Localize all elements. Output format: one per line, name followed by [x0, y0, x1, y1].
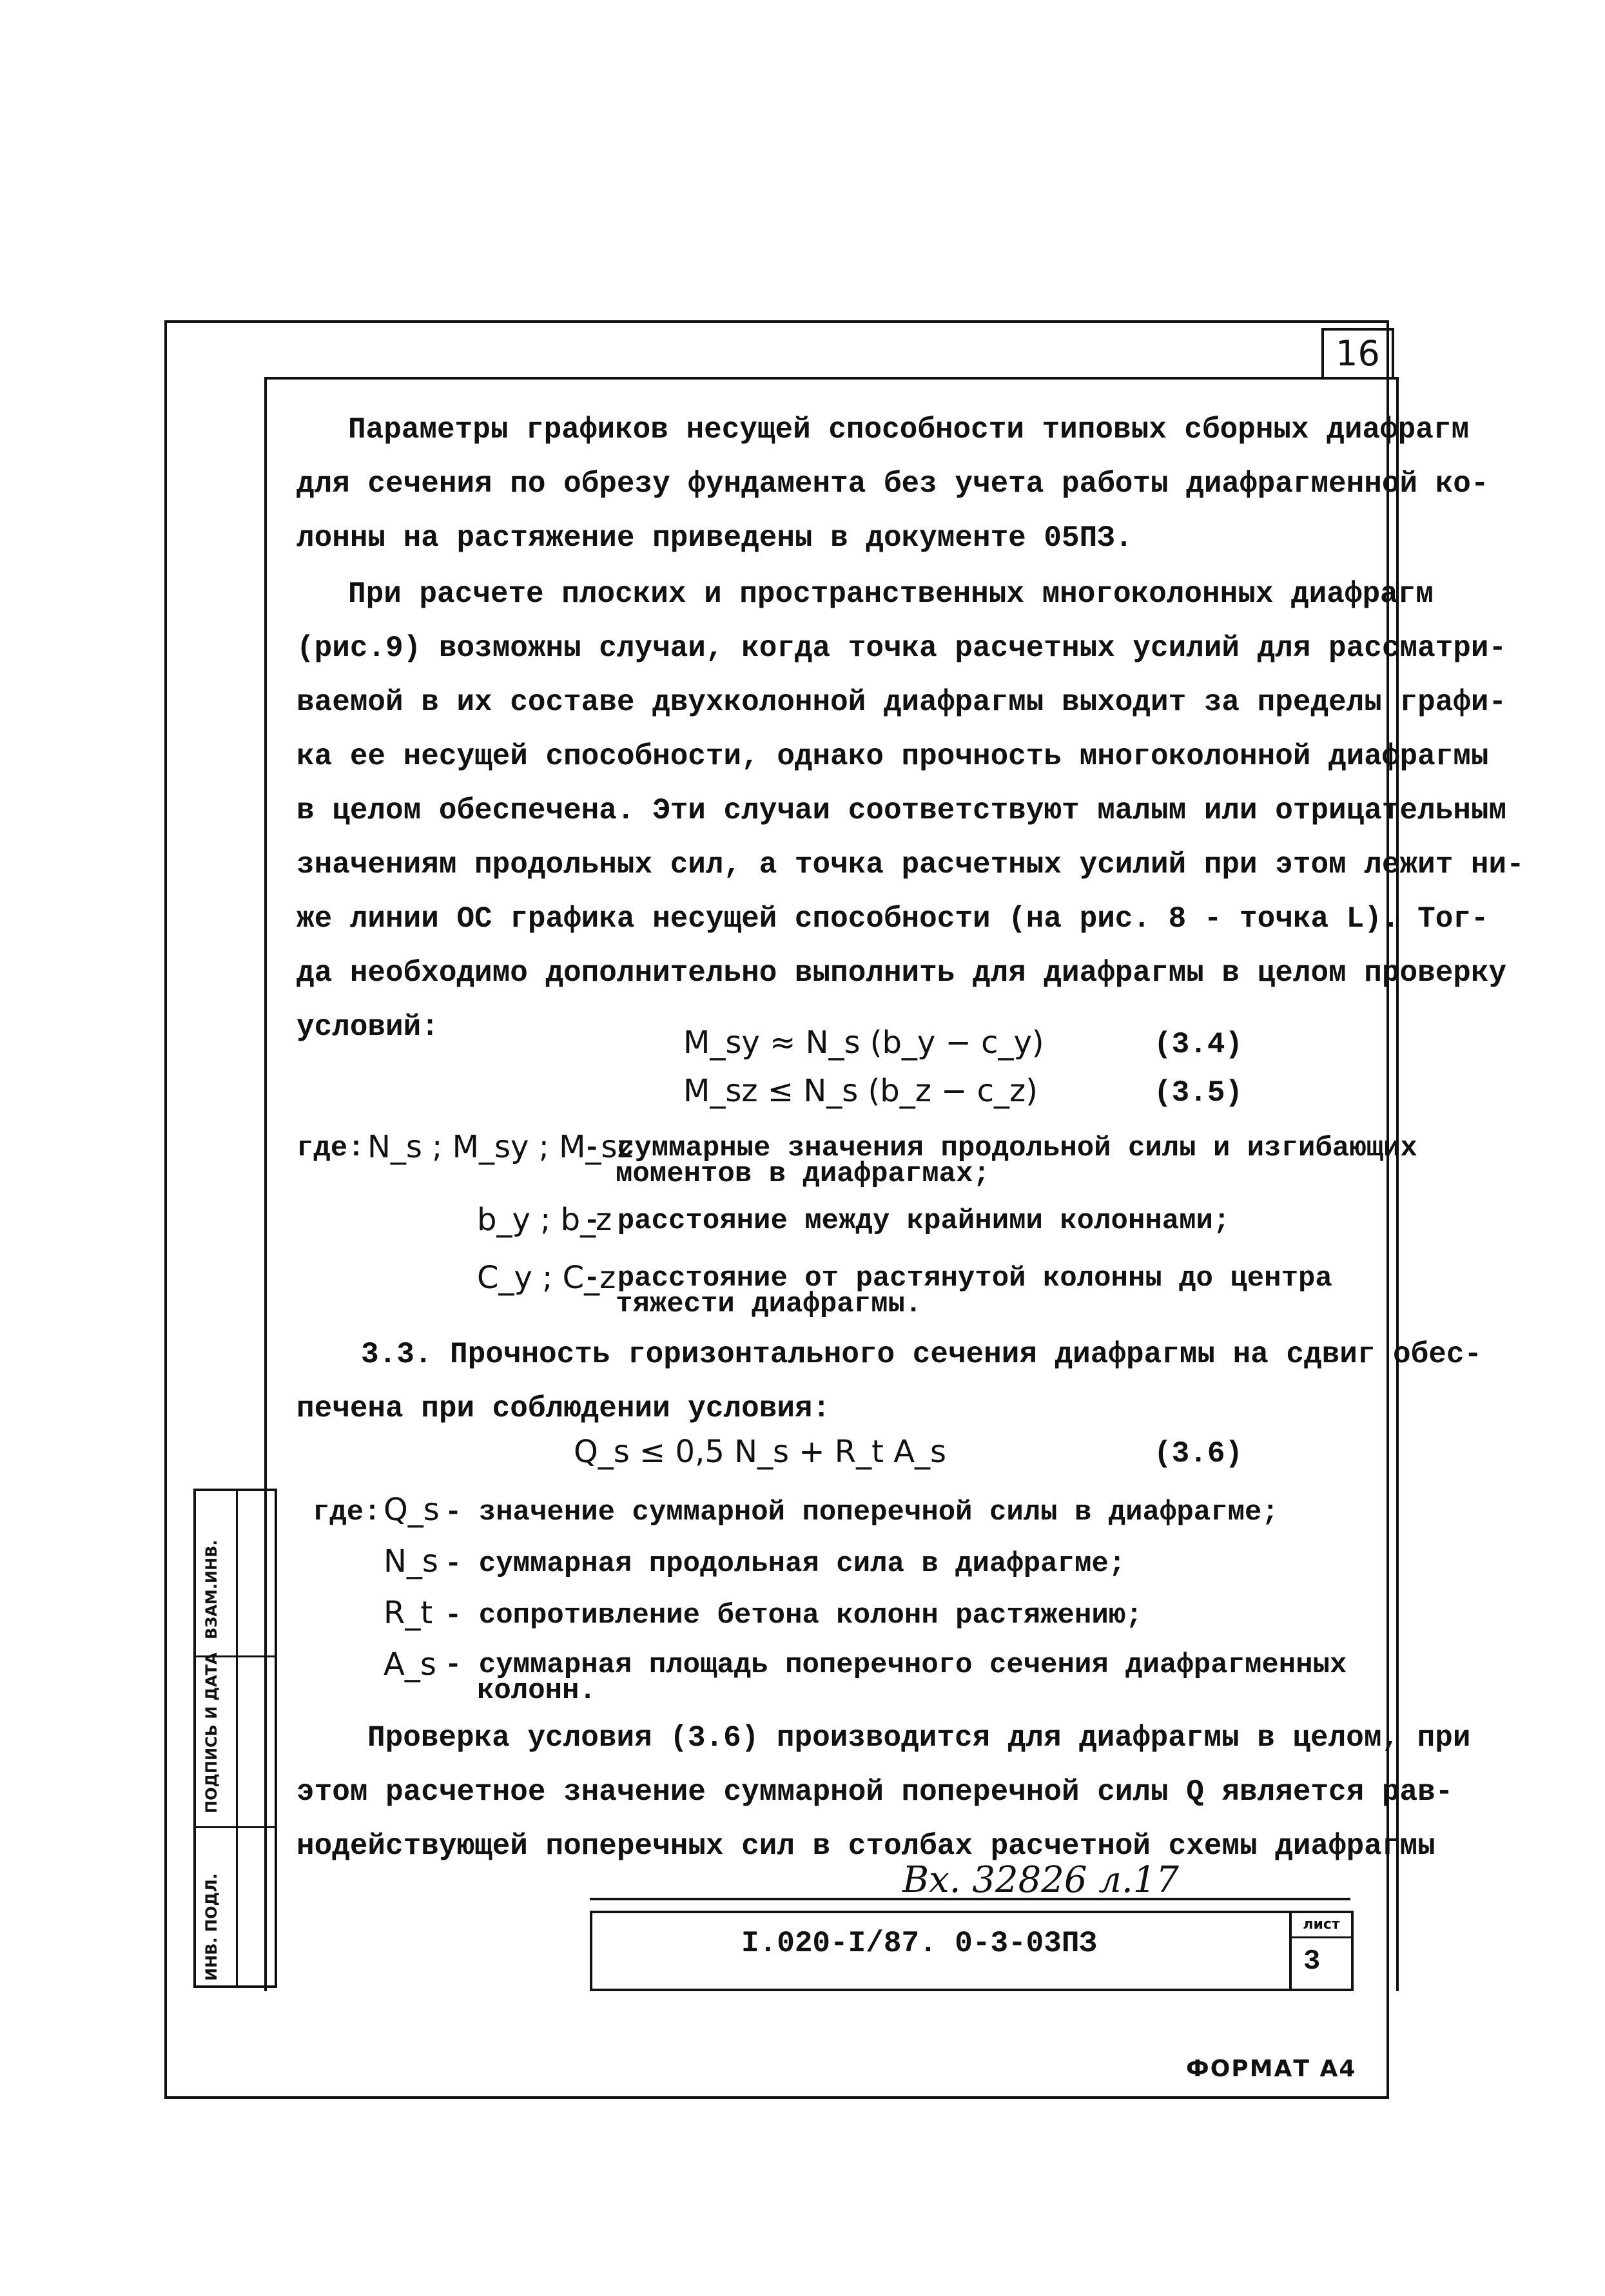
where-desc: - суммарные значения продольной силы и изгибающих [583, 1132, 1417, 1164]
text-line: печена при соблюдении условия: [297, 1392, 831, 1425]
formula-3-4-number: (3.4) [1154, 1028, 1243, 1061]
paragraph-shear [297, 1327, 1483, 1436]
where-symbol-r: R_t [384, 1595, 433, 1631]
formula-3-6: Q_s ≤ 0,5 N_s + R_t A_s [574, 1434, 947, 1470]
where-desc: - сопротивление бетона колонн растяжению; [445, 1599, 1143, 1632]
text-line: ка ее несущей способности, однако прочность многоколонной диафрагмы [297, 740, 1489, 773]
text-line: (рис.9) возможны случаи, когда точка расчетных усилий для рассматри- [297, 632, 1507, 665]
sheet-box [1289, 1911, 1354, 1991]
where-label: где: [297, 1132, 365, 1164]
paragraph-parameters [297, 403, 1489, 565]
where-desc: моментов в диафрагмах; [616, 1158, 990, 1190]
text-line: 3.3. Прочность горизонтального сечения диафрагмы на сдвиг обес- [361, 1338, 1483, 1371]
text-line: нодействующей поперечных сил в столбах расчетной схемы диафрагмы [297, 1829, 1435, 1863]
where-desc: - значение суммарной поперечной силы в диафрагме; [445, 1496, 1279, 1529]
formula-3-4: M_sy ≈ N_s (b_y − c_y) [683, 1025, 1044, 1061]
text-line: этом расчетное значение суммарной поперечной силы Q является рав- [297, 1775, 1454, 1809]
formula-3-5: M_sz ≤ N_s (b_z − c_z) [683, 1073, 1038, 1109]
side-label-inv-orig: ИНВ. ПОДЛ. [202, 1873, 220, 1981]
where-desc: - расстояние от растянутой колонны до центра [583, 1262, 1332, 1295]
formula-3-6-number: (3.6) [1154, 1437, 1243, 1471]
page-number: 16 [1321, 328, 1394, 380]
where-label: где: [313, 1496, 381, 1529]
text-line: При расчете плоских и пространственных многоколонных диафрагм [348, 577, 1434, 611]
paragraph-multicolumn [297, 567, 1524, 1054]
side-label-sign-date: ПОДПИСЬ И ДАТА [202, 1652, 220, 1813]
where-desc: - суммарная площадь поперечного сечения диафрагменных [445, 1649, 1347, 1681]
where-desc: колонн. [477, 1675, 596, 1707]
stamp-top-line [590, 1898, 1350, 1900]
text-line: же линии ОС графика несущей способности (на рис. 8 - точка L). Тог- [297, 902, 1489, 936]
sheet-label: лист [1292, 1913, 1351, 1938]
where-desc: - расстояние между крайними колоннами; [583, 1205, 1230, 1237]
handwritten-note: Вх. 32826 л.17 [902, 1859, 1179, 1901]
where-symbol-n: N_s [384, 1543, 438, 1579]
paragraph-check [297, 1711, 1471, 1873]
format-label: ФОРМАТ А4 [1186, 2056, 1357, 2082]
text-line: Параметры графиков несущей способности типовых сборных диафрагм [348, 413, 1470, 447]
where-symbols-center: C_y ; C_z [477, 1260, 616, 1296]
text-line: условий: [297, 1010, 439, 1044]
text-line: лонны на растяжение приведены в документе 05ПЗ. [297, 521, 1133, 555]
where-desc: тяжести диафрагмы. [616, 1288, 922, 1320]
text-line: да необходимо дополнительно выполнить для диафрагмы в целом проверку [297, 956, 1507, 990]
where-desc: - суммарная продольная сила в диафрагме; [445, 1548, 1126, 1580]
document-code: I.020-I/87. 0-3-03ПЗ [741, 1927, 1098, 1960]
where-symbols-forces: N_s ; M_sy ; M_sz [367, 1129, 634, 1165]
side-stamp [193, 1489, 277, 1988]
text-line: ваемой в их составе двухколонной диафрагмы выходит за пределы графи- [297, 686, 1507, 719]
sheet-number: 3 [1303, 1945, 1321, 1978]
where-symbol-a: A_s [384, 1646, 436, 1683]
text-line: для сечения по обрезу фундамента без учета работы диафрагменной ко- [297, 467, 1489, 501]
formula-3-5-number: (3.5) [1154, 1076, 1243, 1110]
side-label-inv-sub: ВЗАМ.ИНВ. [202, 1539, 220, 1639]
text-line: Проверка условия (3.6) производится для диафрагмы в целом, при [367, 1721, 1471, 1755]
where-symbol-q: Q_s [384, 1492, 440, 1528]
text-line: значениям продольных сил, а точка расчетных усилий при этом лежит ни- [297, 848, 1524, 882]
text-line: в целом обеспечена. Эти случаи соответствуют малым или отрицательным [297, 794, 1507, 827]
where-symbols-distance: b_y ; b_z [477, 1202, 612, 1238]
